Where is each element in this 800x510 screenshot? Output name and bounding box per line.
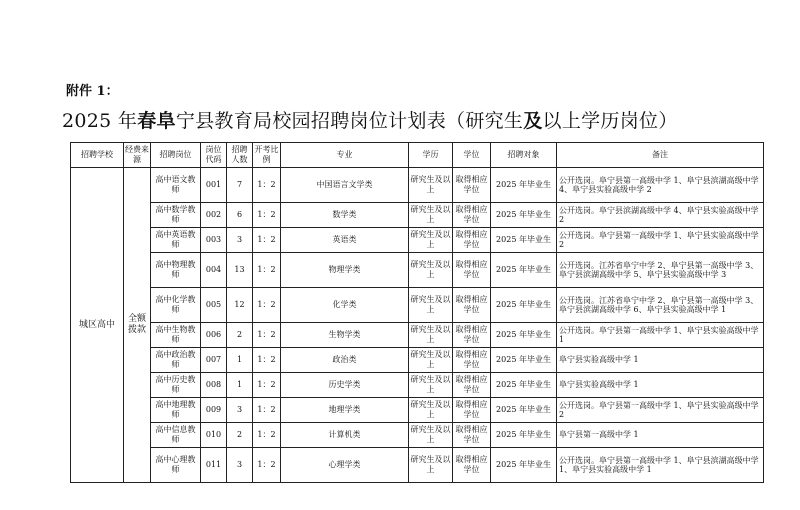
degree-cell: 取得相应学位 bbox=[453, 203, 491, 228]
post-cell: 高中生物教师 bbox=[151, 323, 201, 348]
education-cell: 研究生及以上 bbox=[409, 348, 453, 373]
header-target: 招聘对象 bbox=[491, 143, 557, 168]
code-cell: 007 bbox=[201, 348, 227, 373]
major-cell: 物理学类 bbox=[281, 253, 409, 288]
post-cell: 高中信息教师 bbox=[151, 423, 201, 448]
post-cell: 高中心理教师 bbox=[151, 448, 201, 483]
table-row bbox=[71, 203, 764, 228]
attachment-label: 附件 1： bbox=[66, 84, 119, 99]
table-row bbox=[71, 423, 764, 448]
post-cell: 高中语文教师 bbox=[151, 168, 201, 203]
target-cell: 2025 年毕业生 bbox=[491, 228, 557, 253]
header-note: 备注 bbox=[557, 143, 764, 168]
ratio-cell: 1：2 bbox=[253, 373, 281, 398]
ratio-cell: 1：2 bbox=[253, 228, 281, 253]
education-cell: 研究生及以上 bbox=[409, 423, 453, 448]
table-header-row bbox=[71, 143, 764, 168]
degree-cell: 取得相应学位 bbox=[453, 253, 491, 288]
count-cell: 12 bbox=[227, 288, 253, 323]
ratio-cell: 1：2 bbox=[253, 288, 281, 323]
title-part-3: 以上学历岗位） bbox=[542, 110, 678, 132]
header-school: 招聘学校 bbox=[71, 143, 124, 168]
ratio-cell: 1：2 bbox=[253, 323, 281, 348]
count-cell: 13 bbox=[227, 253, 253, 288]
note-cell: 公开选岗。江苏省阜宁中学 2、阜宁县第一高级中学 3、阜宁县滨湖高级中学 6、阜宁县实验高级中学 1 bbox=[557, 288, 764, 323]
note-cell: 阜宁县实验高级中学 1 bbox=[557, 373, 764, 398]
header-ratio: 开考比例 bbox=[253, 143, 281, 168]
header-degree: 学位 bbox=[453, 143, 491, 168]
post-cell: 高中物理教师 bbox=[151, 253, 201, 288]
major-cell: 心理学类 bbox=[281, 448, 409, 483]
degree-cell: 取得相应学位 bbox=[453, 168, 491, 203]
note-cell: 公开选岗。阜宁县第一高级中学 1、阜宁县实验高级中学 2 bbox=[557, 228, 764, 253]
code-cell: 005 bbox=[201, 288, 227, 323]
table-row bbox=[71, 323, 764, 348]
count-cell: 3 bbox=[227, 398, 253, 423]
code-cell: 002 bbox=[201, 203, 227, 228]
degree-cell: 取得相应学位 bbox=[453, 323, 491, 348]
major-cell: 政治类 bbox=[281, 348, 409, 373]
target-cell: 2025 年毕业生 bbox=[491, 348, 557, 373]
count-cell: 7 bbox=[227, 168, 253, 203]
major-cell: 计算机类 bbox=[281, 423, 409, 448]
count-cell: 2 bbox=[227, 423, 253, 448]
major-cell: 中国语言文学类 bbox=[281, 168, 409, 203]
ratio-cell: 1：2 bbox=[253, 168, 281, 203]
ratio-cell: 1：2 bbox=[253, 423, 281, 448]
header-funding: 经费来源 bbox=[124, 143, 151, 168]
education-cell: 研究生及以上 bbox=[409, 323, 453, 348]
table-row bbox=[71, 168, 764, 203]
major-cell: 历史学类 bbox=[281, 373, 409, 398]
education-cell: 研究生及以上 bbox=[409, 168, 453, 203]
ratio-cell: 1：2 bbox=[253, 398, 281, 423]
degree-cell: 取得相应学位 bbox=[453, 448, 491, 483]
table-row bbox=[71, 448, 764, 483]
degree-cell: 取得相应学位 bbox=[453, 423, 491, 448]
title-part-1: 2025 年 bbox=[62, 110, 138, 132]
code-cell: 009 bbox=[201, 398, 227, 423]
note-cell: 阜宁县第一高级中学 1 bbox=[557, 423, 764, 448]
post-cell: 高中数学教师 bbox=[151, 203, 201, 228]
ratio-cell: 1：2 bbox=[253, 253, 281, 288]
post-cell: 高中地理教师 bbox=[151, 398, 201, 423]
post-cell: 高中政治教师 bbox=[151, 348, 201, 373]
target-cell: 2025 年毕业生 bbox=[491, 168, 557, 203]
post-cell: 高中英语教师 bbox=[151, 228, 201, 253]
major-cell: 英语类 bbox=[281, 228, 409, 253]
note-cell: 公开选岗。阜宁县第一高级中学 1、阜宁县实验高级中学 1 bbox=[557, 323, 764, 348]
ratio-cell: 1：2 bbox=[253, 448, 281, 483]
table-row bbox=[71, 288, 764, 323]
code-cell: 004 bbox=[201, 253, 227, 288]
post-cell: 高中化学教师 bbox=[151, 288, 201, 323]
education-cell: 研究生及以上 bbox=[409, 288, 453, 323]
note-cell: 公开选岗。阜宁县第一高级中学 1、阜宁县滨湖高级中学 4、阜宁县实验高级中学 2 bbox=[557, 168, 764, 203]
count-cell: 3 bbox=[227, 228, 253, 253]
note-cell: 公开选岗。阜宁县滨湖高级中学 4、阜宁县实验高级中学 2 bbox=[557, 203, 764, 228]
education-cell: 研究生及以上 bbox=[409, 203, 453, 228]
count-cell: 6 bbox=[227, 203, 253, 228]
target-cell: 2025 年毕业生 bbox=[491, 203, 557, 228]
code-cell: 011 bbox=[201, 448, 227, 483]
header-count: 招聘人数 bbox=[227, 143, 253, 168]
degree-cell: 取得相应学位 bbox=[453, 373, 491, 398]
title-bold-1: 春阜 bbox=[137, 110, 176, 132]
code-cell: 008 bbox=[201, 373, 227, 398]
major-cell: 地理学类 bbox=[281, 398, 409, 423]
degree-cell: 取得相应学位 bbox=[453, 288, 491, 323]
funding-cell: 全额拨款 bbox=[124, 168, 151, 483]
post-cell: 高中历史教师 bbox=[151, 373, 201, 398]
code-cell: 006 bbox=[201, 323, 227, 348]
target-cell: 2025 年毕业生 bbox=[491, 448, 557, 483]
target-cell: 2025 年毕业生 bbox=[491, 323, 557, 348]
table-row bbox=[71, 398, 764, 423]
ratio-cell: 1：2 bbox=[253, 203, 281, 228]
page-title bbox=[62, 106, 678, 133]
note-cell: 阜宁县实验高级中学 1 bbox=[557, 348, 764, 373]
target-cell: 2025 年毕业生 bbox=[491, 373, 557, 398]
header-major: 专业 bbox=[281, 143, 409, 168]
major-cell: 化学类 bbox=[281, 288, 409, 323]
ratio-cell: 1：2 bbox=[253, 348, 281, 373]
count-cell: 1 bbox=[227, 348, 253, 373]
degree-cell: 取得相应学位 bbox=[453, 398, 491, 423]
code-cell: 003 bbox=[201, 228, 227, 253]
count-cell: 1 bbox=[227, 373, 253, 398]
education-cell: 研究生及以上 bbox=[409, 448, 453, 483]
note-cell: 公开选岗。江苏省阜宁中学 2、阜宁县第一高级中学 3、阜宁县滨湖高级中学 5、阜宁县实验高级中学 3 bbox=[557, 253, 764, 288]
major-cell: 数学类 bbox=[281, 203, 409, 228]
table-row bbox=[71, 228, 764, 253]
school-cell: 城区高中 bbox=[71, 168, 124, 483]
education-cell: 研究生及以上 bbox=[409, 253, 453, 288]
table-row bbox=[71, 373, 764, 398]
table-row bbox=[71, 253, 764, 288]
education-cell: 研究生及以上 bbox=[409, 373, 453, 398]
title-bold-2: 及 bbox=[523, 110, 543, 132]
degree-cell: 取得相应学位 bbox=[453, 228, 491, 253]
header-post: 招聘岗位 bbox=[151, 143, 201, 168]
education-cell: 研究生及以上 bbox=[409, 398, 453, 423]
count-cell: 2 bbox=[227, 323, 253, 348]
header-education: 学历 bbox=[409, 143, 453, 168]
table-row bbox=[71, 348, 764, 373]
title-part-2: 宁县教育局校园招聘岗位计划表（研究生 bbox=[175, 110, 524, 132]
education-cell: 研究生及以上 bbox=[409, 228, 453, 253]
target-cell: 2025 年毕业生 bbox=[491, 253, 557, 288]
target-cell: 2025 年毕业生 bbox=[491, 288, 557, 323]
code-cell: 010 bbox=[201, 423, 227, 448]
header-code: 岗位代码 bbox=[201, 143, 227, 168]
recruitment-table bbox=[70, 142, 764, 483]
major-cell: 生物学类 bbox=[281, 323, 409, 348]
count-cell: 3 bbox=[227, 448, 253, 483]
target-cell: 2025 年毕业生 bbox=[491, 398, 557, 423]
note-cell: 公开选岗。阜宁县第一高级中学 1、阜宁县滨湖高级中学 1、阜宁县实验高级中学 1 bbox=[557, 448, 764, 483]
degree-cell: 取得相应学位 bbox=[453, 348, 491, 373]
code-cell: 001 bbox=[201, 168, 227, 203]
target-cell: 2025 年毕业生 bbox=[491, 423, 557, 448]
note-cell: 公开选岗。阜宁县第一高级中学 1、阜宁县实验高级中学 2 bbox=[557, 398, 764, 423]
